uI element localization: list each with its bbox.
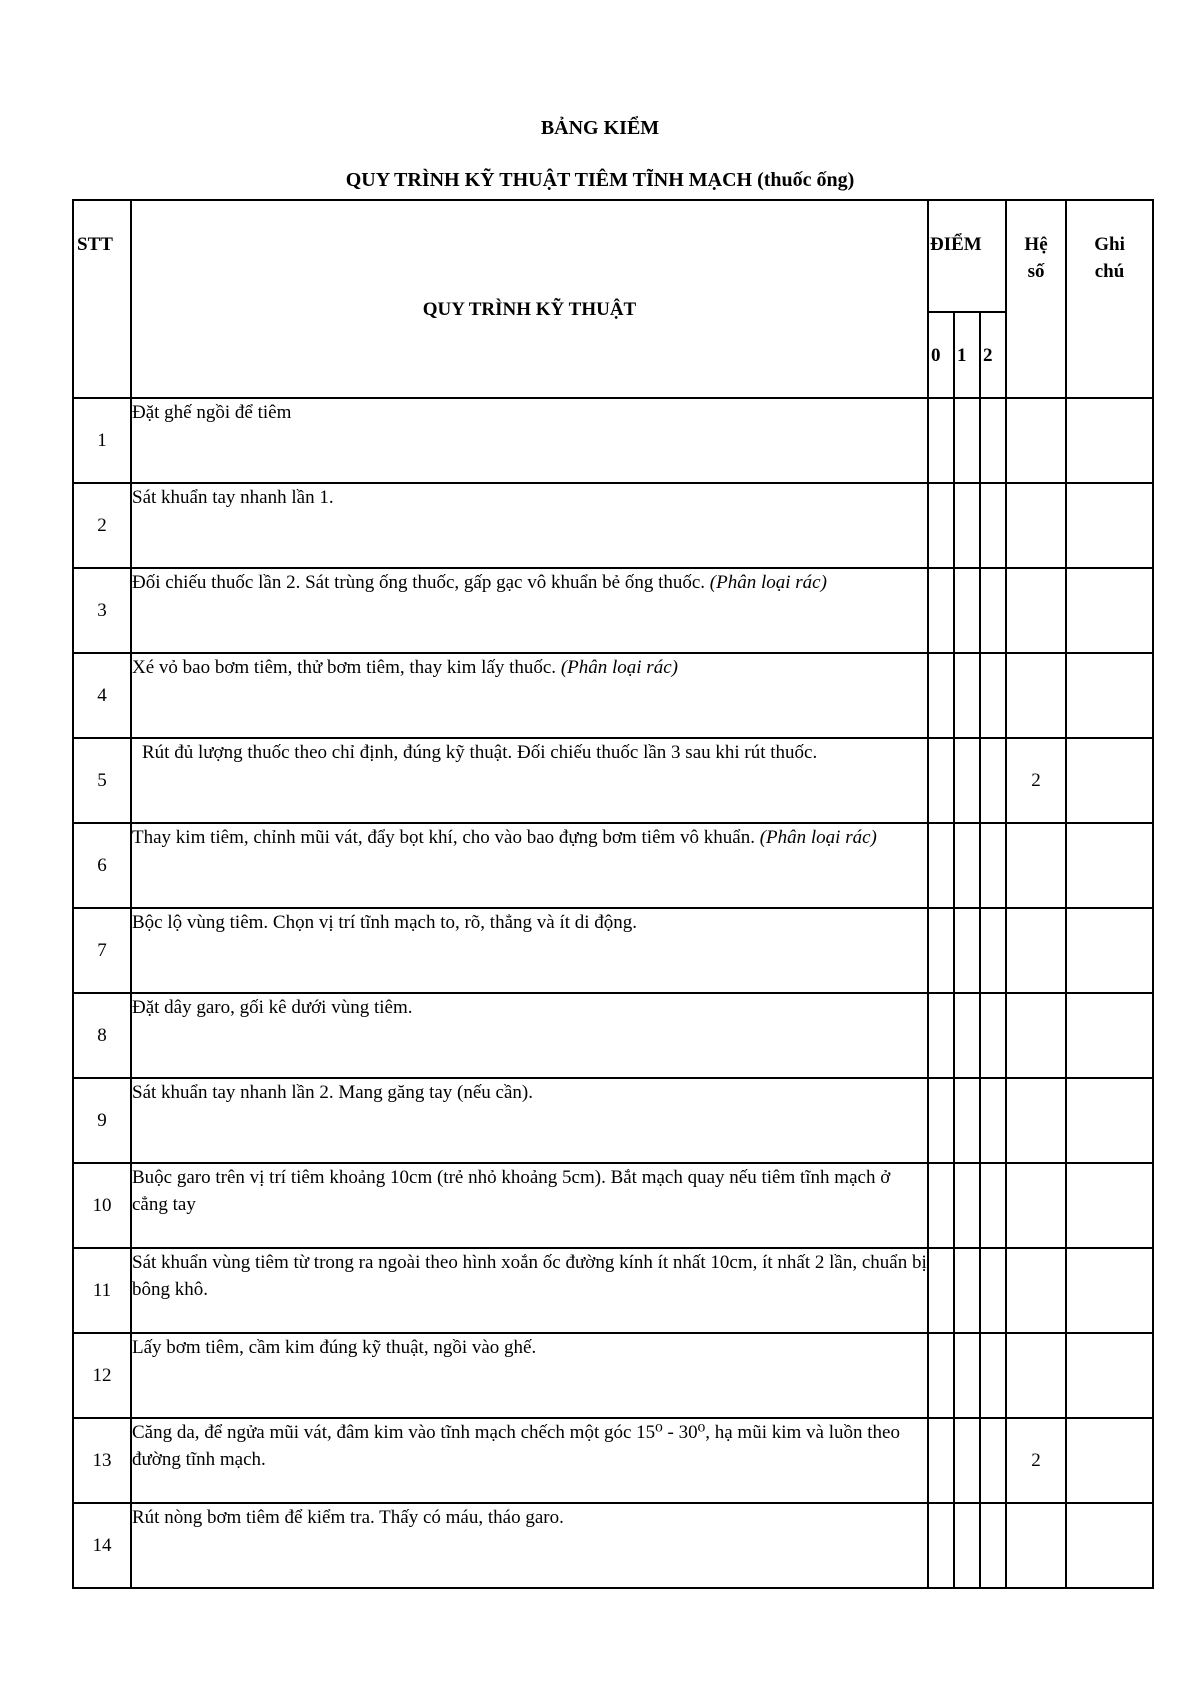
row-stt: 2: [73, 483, 131, 568]
row-stt: 4: [73, 653, 131, 738]
row-stt: 6: [73, 823, 131, 908]
row-stt: 8: [73, 993, 131, 1078]
score-2-cell[interactable]: [980, 993, 1006, 1078]
score-0-cell[interactable]: [928, 1503, 954, 1588]
row-description: [131, 1248, 928, 1333]
row-stt: 7: [73, 908, 131, 993]
row-coefficient: [1006, 823, 1066, 908]
table-row: [73, 483, 1153, 568]
row-coefficient: 2: [1006, 1418, 1066, 1503]
row-description-text: Buộc garo trên vị trí tiêm khoảng 10cm (trẻ nhỏ khoảng 5cm). Bắt mạch quay nếu tiêm tĩnh mạch ở cẳng tay: [132, 1167, 891, 1215]
table-row: [73, 1333, 1153, 1418]
row-coefficient: [1006, 398, 1066, 483]
score-0-cell[interactable]: [928, 738, 954, 823]
score-1-cell[interactable]: [954, 1503, 980, 1588]
row-description: [131, 398, 928, 483]
row-coefficient: [1006, 1163, 1066, 1248]
header-score-1: 1: [954, 312, 980, 398]
row-description-italic: (Phân loại rác): [709, 572, 827, 593]
row-description-text: Đặt dây garo, gối kê dưới vùng tiêm.: [132, 997, 413, 1018]
checklist-rows: [73, 398, 1153, 1588]
score-2-cell[interactable]: [980, 738, 1006, 823]
header-procedure: QUY TRÌNH KỸ THUẬT: [131, 200, 928, 398]
table-row: [73, 653, 1153, 738]
row-note[interactable]: [1066, 1333, 1153, 1418]
row-description: [131, 1333, 928, 1418]
row-note[interactable]: [1066, 908, 1153, 993]
row-stt: 5: [73, 738, 131, 823]
score-2-cell[interactable]: [980, 1248, 1006, 1333]
table-row: [73, 568, 1153, 653]
row-coefficient: [1006, 993, 1066, 1078]
header-note-line2: chú: [1094, 261, 1125, 282]
header-coefficient-line1: Hệ: [1024, 234, 1048, 255]
row-stt: 1: [73, 398, 131, 483]
score-0-cell[interactable]: [928, 398, 954, 483]
row-stt: 13: [73, 1418, 131, 1503]
row-description-text: Căng da, để ngửa mũi vát, đâm kim vào tĩnh mạch chếch một góc 15⁰ - 30⁰, hạ mũi kim và luồn theo đường tĩnh mạch.: [132, 1422, 900, 1470]
row-description: [131, 483, 928, 568]
table-row: [73, 738, 1153, 823]
row-description-text: Xé vỏ bao bơm tiêm, thử bơm tiêm, thay kim lấy thuốc.: [132, 657, 561, 678]
table-row: [73, 1503, 1153, 1588]
score-0-cell[interactable]: [928, 653, 954, 738]
row-coefficient: [1006, 1333, 1066, 1418]
row-coefficient: 2: [1006, 738, 1066, 823]
score-0-cell[interactable]: [928, 1248, 954, 1333]
row-stt: 10: [73, 1163, 131, 1248]
score-1-cell[interactable]: [954, 908, 980, 993]
score-1-cell[interactable]: [954, 1418, 980, 1503]
table-row: [73, 1163, 1153, 1248]
row-description-text: Sát khuẩn vùng tiêm từ trong ra ngoài theo hình xoắn ốc đường kính ít nhất 10cm, ít nhất 2 lần, chuẩn bị bông khô.: [132, 1252, 927, 1300]
row-stt: 9: [73, 1078, 131, 1163]
table-row: [73, 823, 1153, 908]
score-2-cell[interactable]: [980, 908, 1006, 993]
score-2-cell[interactable]: [980, 1163, 1006, 1248]
score-2-cell[interactable]: [980, 1418, 1006, 1503]
row-description: [131, 993, 928, 1078]
row-description: [131, 738, 928, 823]
row-note[interactable]: [1066, 1078, 1153, 1163]
score-2-cell[interactable]: [980, 398, 1006, 483]
row-description-text: Đối chiếu thuốc lần 2. Sát trùng ống thuốc, gấp gạc vô khuẩn bẻ ống thuốc.: [132, 572, 710, 593]
score-0-cell[interactable]: [928, 1418, 954, 1503]
row-stt: 12: [73, 1333, 131, 1418]
document-subtitle: QUY TRÌNH KỸ THUẬT TIÊM TĨNH MẠCH (thuốc ống): [345, 169, 855, 191]
score-0-cell[interactable]: [928, 993, 954, 1078]
row-description-text: Sát khuẩn tay nhanh lần 1.: [132, 487, 334, 508]
row-description: [131, 1418, 928, 1503]
score-2-cell[interactable]: [980, 653, 1006, 738]
row-coefficient: [1006, 908, 1066, 993]
row-note[interactable]: [1066, 653, 1153, 738]
row-description: [131, 1163, 928, 1248]
row-description-text: Lấy bơm tiêm, cầm kim đúng kỹ thuật, ngồi vào ghế.: [132, 1337, 537, 1358]
score-1-cell[interactable]: [954, 993, 980, 1078]
score-1-cell[interactable]: [954, 738, 980, 823]
header-score-2: 2: [980, 312, 1006, 398]
table-row: [73, 993, 1153, 1078]
row-coefficient: [1006, 1248, 1066, 1333]
row-coefficient: [1006, 1503, 1066, 1588]
table-row: [73, 908, 1153, 993]
row-note[interactable]: [1066, 1248, 1153, 1333]
row-description-text: Sát khuẩn tay nhanh lần 2. Mang găng tay (nếu cần).: [132, 1082, 533, 1103]
row-description-italic: (Phân loại rác): [560, 657, 678, 678]
row-description: [131, 823, 928, 908]
header-coefficient: [1006, 200, 1066, 398]
row-coefficient: [1006, 568, 1066, 653]
score-0-cell[interactable]: [928, 1333, 954, 1418]
score-2-cell[interactable]: [980, 1503, 1006, 1588]
row-stt: 3: [73, 568, 131, 653]
header-score: ĐIỂM: [928, 200, 1006, 312]
row-description: [131, 568, 928, 653]
score-0-cell[interactable]: [928, 483, 954, 568]
header-stt: STT: [73, 200, 131, 398]
score-0-cell[interactable]: [928, 1163, 954, 1248]
score-2-cell[interactable]: [980, 568, 1006, 653]
row-description-italic: (Phân loại rác): [759, 827, 877, 848]
table-row: [73, 398, 1153, 483]
header-coefficient-line2: số: [1027, 261, 1045, 282]
score-1-cell[interactable]: [954, 1248, 980, 1333]
header-score-0: 0: [928, 312, 954, 398]
row-note[interactable]: [1066, 1418, 1153, 1503]
row-description-text: Rút đủ lượng thuốc theo chỉ định, đúng kỹ thuật. Đối chiếu thuốc lần 3 sau khi rút thuốc.: [142, 742, 818, 763]
row-coefficient: [1006, 483, 1066, 568]
score-1-cell[interactable]: [954, 568, 980, 653]
table-row: [73, 1078, 1153, 1163]
score-0-cell[interactable]: [928, 823, 954, 908]
score-2-cell[interactable]: [980, 1078, 1006, 1163]
score-0-cell[interactable]: [928, 1078, 954, 1163]
score-1-cell[interactable]: [954, 823, 980, 908]
row-note[interactable]: [1066, 823, 1153, 908]
row-stt: 14: [73, 1503, 131, 1588]
row-note[interactable]: [1066, 568, 1153, 653]
row-description-text: Thay kim tiêm, chỉnh mũi vát, đẩy bọt khí, cho vào bao đựng bơm tiêm vô khuẩn.: [132, 827, 760, 848]
table-row: [73, 1418, 1153, 1503]
score-1-cell[interactable]: [954, 1078, 980, 1163]
row-note[interactable]: [1066, 1503, 1153, 1588]
score-2-cell[interactable]: [980, 823, 1006, 908]
row-stt: 11: [73, 1248, 131, 1333]
row-description-text: Bộc lộ vùng tiêm. Chọn vị trí tĩnh mạch to, rõ, thẳng và ít di động.: [132, 912, 638, 933]
row-description: [131, 1078, 928, 1163]
row-description: [131, 653, 928, 738]
row-description: [131, 908, 928, 993]
table-row: [73, 1248, 1153, 1333]
score-1-cell[interactable]: [954, 398, 980, 483]
row-note[interactable]: [1066, 738, 1153, 823]
score-2-cell[interactable]: [980, 1333, 1006, 1418]
row-note[interactable]: [1066, 483, 1153, 568]
row-description: [131, 1503, 928, 1588]
score-0-cell[interactable]: [928, 908, 954, 993]
score-0-cell[interactable]: [928, 568, 954, 653]
row-note[interactable]: [1066, 398, 1153, 483]
row-description-text: Đặt ghế ngồi để tiêm: [132, 402, 292, 423]
score-1-cell[interactable]: [954, 653, 980, 738]
row-coefficient: [1006, 653, 1066, 738]
row-note[interactable]: [1066, 1163, 1153, 1248]
checklist-table: [72, 199, 1154, 1589]
row-description-text: Rút nòng bơm tiêm để kiểm tra. Thấy có máu, tháo garo.: [132, 1507, 564, 1528]
score-1-cell[interactable]: [954, 1333, 980, 1418]
row-note[interactable]: [1066, 993, 1153, 1078]
score-1-cell[interactable]: [954, 1163, 980, 1248]
row-coefficient: [1006, 1078, 1066, 1163]
document-title: BẢNG KIỂM: [540, 117, 660, 139]
header-note: [1066, 200, 1153, 398]
score-2-cell[interactable]: [980, 483, 1006, 568]
header-note-line1: Ghi: [1094, 234, 1125, 255]
score-1-cell[interactable]: [954, 483, 980, 568]
